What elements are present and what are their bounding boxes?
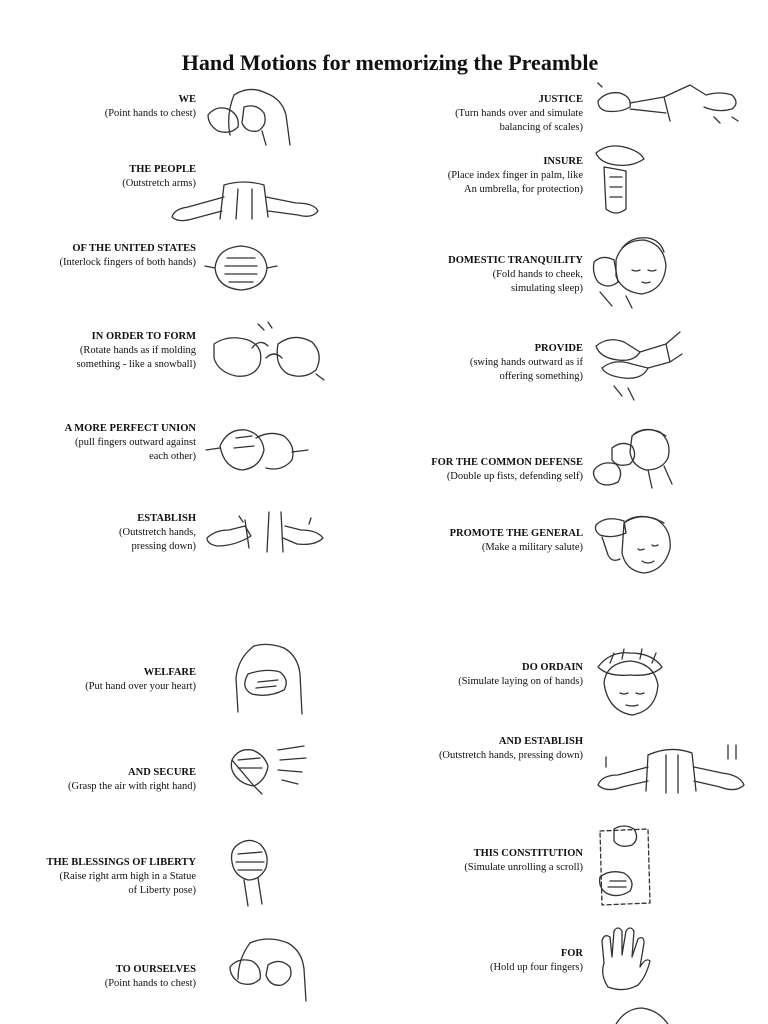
pulling-fingers-icon: [206, 422, 308, 474]
entry-we: [0, 93, 300, 153]
entry-promote-the-general: [384, 527, 768, 577]
raised-fist-icon: [226, 836, 272, 908]
entry-text: [60, 242, 196, 270]
partial-illustration-icon: [612, 1004, 672, 1024]
entry-establish: [0, 512, 340, 558]
motion-description: (Point hands to chest): [104, 108, 196, 119]
motion-description: (Outstretch arms): [122, 178, 196, 189]
interlocked-fingers-icon: [205, 242, 277, 294]
motion-description: (Place index finger in palm, like An umbrella, for protection): [447, 170, 583, 195]
entry-and-secure: [0, 766, 320, 816]
motion-term: THIS CONSTITUTION: [473, 848, 583, 859]
entry-for: [384, 947, 768, 997]
pressing-down-arms-icon: [596, 745, 748, 801]
entry-text: [448, 254, 583, 296]
molding-hands-icon: [208, 320, 328, 386]
motion-term: ESTABLISH: [137, 513, 196, 524]
entry-text: [431, 456, 583, 484]
motion-term: FOR: [560, 948, 583, 959]
motion-term: INSURE: [543, 156, 583, 167]
entry-in-order-to-form: [0, 330, 340, 390]
motion-term: AND ESTABLISH: [498, 736, 583, 747]
entry-justice: [384, 93, 768, 143]
motion-description: (Turn hands over and simulate balancing of scales): [455, 108, 583, 133]
entry-text: [458, 661, 583, 689]
laying-on-hands-icon: [596, 649, 666, 723]
motion-description: (Simulate unrolling a scroll): [464, 862, 583, 873]
entry-text: [76, 330, 196, 372]
entry-text: [464, 847, 583, 875]
pressing-down-hands-icon: [205, 508, 325, 552]
balancing-scales-icon: [594, 81, 744, 127]
motion-term: JUSTICE: [538, 94, 583, 105]
motion-description: (Put hand over your heart): [85, 681, 196, 692]
outstretch-arms-icon: [168, 179, 320, 227]
entry-do-ordain: [384, 661, 768, 721]
entry-provide: [384, 342, 768, 402]
entry-of-the-united-states: [0, 242, 300, 302]
entry-the-blessings-of-liberty: [0, 856, 310, 906]
motion-term: DOMESTIC TRANQUILITY: [448, 255, 583, 266]
motion-term: FOR THE COMMON DEFENSE: [431, 457, 583, 468]
motion-description: (Grasp the air with right hand): [67, 781, 196, 792]
entry-text: [455, 93, 583, 135]
entry-domestic-tranquility: [384, 254, 768, 314]
military-salute-icon: [594, 513, 674, 579]
entry-text: [46, 856, 196, 898]
motion-term: THE BLESSINGS OF LIBERTY: [46, 857, 196, 868]
entry-text: [68, 766, 196, 794]
entry-insure: [384, 155, 768, 225]
motion-description: (swing hands outward as if offering something): [469, 357, 583, 382]
motion-description: (Double up fists, defending self): [446, 471, 583, 482]
entry-welfare: [0, 666, 320, 726]
entry-text: [65, 422, 196, 464]
motion-term: TO OURSELVES: [115, 964, 196, 975]
motion-description: (Raise right arm high in a Statue of Liberty pose): [59, 871, 196, 896]
motion-term: AND SECURE: [128, 767, 196, 778]
point-chest-icon: [204, 85, 294, 147]
motion-description: (Make a military salute): [481, 542, 583, 553]
point-chest-icon: [228, 935, 312, 1003]
motion-description: (Outstretch hands, pressing down): [438, 750, 583, 761]
entry-the-people: [0, 163, 330, 233]
entry-and-establish: [384, 735, 768, 805]
motion-description: (pull fingers outward against each other): [74, 437, 196, 462]
page-title: Hand Motions for memorizing the Preamble: [181, 50, 599, 75]
motion-term: OF THE UNITED STATES: [72, 243, 196, 254]
motion-term: WE: [178, 94, 196, 105]
motion-term: A MORE PERFECT UNION: [64, 423, 196, 434]
hand-over-heart-icon: [228, 642, 308, 716]
motion-description: (Simulate laying on of hands): [458, 676, 583, 687]
entry-text: [105, 93, 196, 121]
unrolling-scroll-icon: [596, 825, 656, 909]
motion-description: (Point hands to chest): [104, 978, 196, 989]
offering-hands-icon: [594, 332, 686, 402]
motion-term: DO ORDAIN: [522, 662, 583, 673]
motion-description: (Fold hands to cheek, simulating sleep): [492, 269, 583, 294]
entry-text: [105, 963, 196, 991]
motion-term: PROMOTE THE GENERAL: [449, 528, 583, 539]
entry-a-more-perfect-union: [0, 422, 320, 478]
entry-text: [119, 512, 196, 554]
motion-term: PROVIDE: [534, 343, 583, 354]
motion-description: (Hold up four fingers): [489, 962, 583, 973]
motion-description: (Outstretch hands, pressing down): [119, 527, 196, 552]
entry-text: [439, 735, 583, 763]
grasping-hand-icon: [228, 742, 308, 798]
entry-text: [450, 527, 583, 555]
motion-description: (Interlock fingers of both hands): [59, 257, 196, 268]
sleeping-child-icon: [592, 232, 672, 310]
motion-term: THE PEOPLE: [129, 164, 196, 175]
entry-text: [490, 947, 583, 975]
entry-text: [448, 155, 583, 197]
motion-term: WELFARE: [143, 667, 196, 678]
motion-description: (Rotate hands as if molding something - like a snowball): [76, 345, 196, 370]
umbrella-hands-icon: [592, 141, 646, 219]
entry-text: [85, 666, 196, 694]
entry-this-constitution: [384, 847, 768, 897]
fists-defending-icon: [592, 426, 676, 492]
entry-for-the-common-defense: [384, 456, 768, 500]
four-fingers-icon: [598, 927, 652, 993]
motion-term: IN ORDER TO FORM: [91, 331, 196, 342]
entry-to-ourselves: [0, 963, 320, 1013]
entry-text: [470, 342, 583, 384]
